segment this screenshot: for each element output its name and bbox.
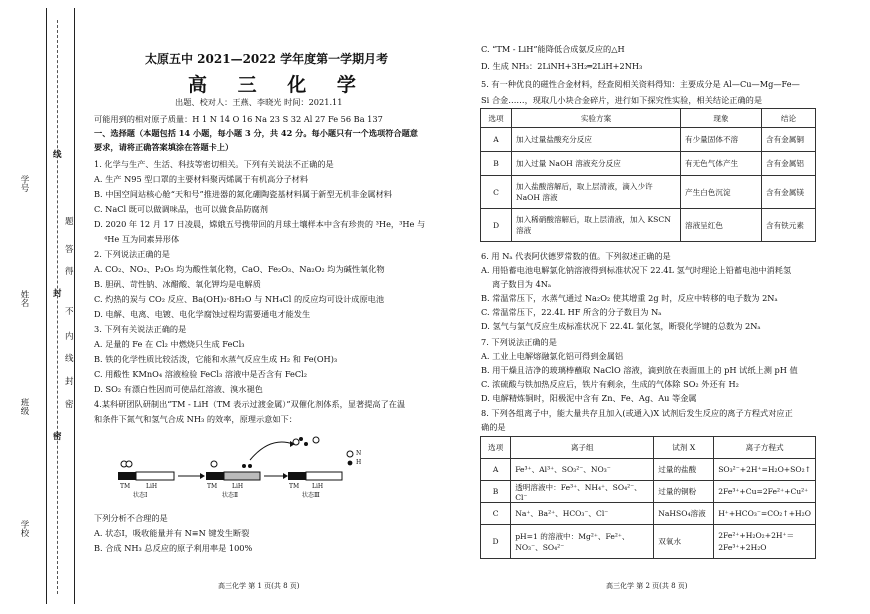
table-cell: Na⁺、Ba²⁺、HCO₃⁻、Cl⁻	[511, 503, 654, 525]
question-line: 4.某科研团队研制出“TM - LiH（TM 表示过渡金属）”双催化剂体系，显著提高了在温	[94, 399, 406, 409]
exam-meta: 出题、校对人：王燕、李晓光 时间：2021.11	[175, 97, 343, 107]
table-header: 结论	[762, 109, 816, 128]
fig-label-lih: LiH	[312, 483, 324, 490]
question-line: C. 浓硫酸与铁加热反应后，铁片有剩余，生成的气体除 SO₂ 外还有 H₂	[481, 379, 739, 389]
table-cell: 含有金属镁	[762, 176, 816, 209]
table-cell: 有无色气体产生	[681, 152, 762, 176]
table-cell: 加入过量 NaOH 溶液充分反应	[512, 152, 681, 176]
question-line: 3. 下列有关说法正确的是	[94, 324, 187, 334]
table-cell: 有少量固体不溶	[681, 128, 762, 152]
question-line: C. 用酸性 KMnO₄ 溶液检验 FeCl₃ 溶液中是否含有 FeCl₂	[94, 369, 308, 379]
question-line: A. 用铅蓄电池电解氯化钠溶液得到标准状况下 22.4L 氢气时理论上铅蓄电池中消耗氢	[481, 265, 792, 275]
fig-label-tm: TM	[289, 483, 300, 490]
seal-char-mi: 密	[53, 432, 62, 442]
table-cell: C	[481, 176, 512, 209]
seal-note-char: 密	[65, 400, 74, 410]
question-line: 7. 下列说法正确的是	[481, 337, 557, 347]
table-cell: D	[481, 525, 511, 559]
table-header: 离子组	[511, 437, 654, 459]
question-line: C. 灼热的炭与 CO₂ 反应、Ba(OH)₂·8H₂O 与 NH₄Cl 的反应均可设计成原电池	[94, 294, 385, 304]
table-cell: C	[481, 503, 511, 525]
ion-table	[480, 436, 816, 559]
question-line: 5. 有一种优良的磁性合金材料，经查阅相关资料得知：主要成分是 Al—Cu—Mg—Fe—	[481, 79, 800, 89]
table-cell: B	[481, 152, 512, 176]
question-line: 确的是	[481, 422, 506, 432]
experiment-table	[480, 108, 816, 242]
table-header: 选项	[481, 109, 512, 128]
question-line: Si 合金……，现取几小块合金碎片，进行如下探究性实验，相关结论正确的是	[481, 95, 763, 105]
question-line: D. 氢气与氯气反应生成标准状况下 22.4L 氯化氢，断裂化学键的总数为 2Nₐ	[481, 321, 761, 331]
seal-note-char: 得	[65, 267, 74, 277]
question-line: C. NaCl 既可以做调味品，也可以做食品防腐剂	[94, 204, 268, 214]
fig-label-tm: TM	[207, 483, 218, 490]
fig-label-state2: 状态Ⅱ	[222, 492, 239, 499]
catalyst-diagram	[110, 430, 370, 502]
table-cell: H⁺+HCO₃⁻=CO₂↑+H₂O	[714, 503, 816, 525]
atomic-masses: 可能用到的相对原子质量：H 1 N 14 O 16 Na 23 S 32 Al 27 Fe 56 Ba 137	[94, 114, 383, 124]
fig-label-state3: 状态Ⅲ	[302, 492, 320, 499]
binding-border-line-2	[74, 8, 75, 604]
table-header: 离子方程式	[714, 437, 816, 459]
question-line: A. CO₂、NO₂、P₂O₅ 均为酸性氧化物，CaO、Fe₂O₃、Na₂O₂ 均为碱性氧化物	[94, 264, 385, 274]
table-cell: 含有金属铜	[762, 128, 816, 152]
table-cell: B	[481, 481, 511, 503]
question-line: 6. 用 Nₐ 代表阿伏德罗常数的值。下列叙述正确的是	[481, 251, 671, 261]
question-line: ⁴He 互为同素异形体	[104, 234, 180, 244]
fig-label-lih: LiH	[232, 483, 244, 490]
question-line: D. 生成 NH₃：2LiNH+3H₂═2LiH+2NH₃	[481, 61, 643, 71]
table-cell: D	[481, 209, 512, 242]
question-line: 8. 下列各组离子中，能大量共存且加入(或通入)X 试剂后发生反应的离子方程式对应正	[481, 408, 793, 418]
question-line: D. 电解、电离、电镀、电化学腐蚀过程均需要通电才能发生	[94, 309, 311, 319]
seal-char-feng: 封	[53, 289, 62, 299]
seal-note-char: 线	[65, 354, 74, 364]
question-line: 和条件下氮气和氢气合成 NH₃ 的效率，原理示意如下：	[94, 414, 297, 424]
seal-note-char: 题	[65, 217, 74, 227]
question-line: B. 中国空间站核心舱“天和号”推进器的氮化硼陶瓷基材料属于新型无机非金属材料	[94, 189, 392, 199]
table-header: 现象	[681, 109, 762, 128]
table-cell: 过量的铜粉	[654, 481, 714, 503]
seal-note-char: 内	[65, 332, 74, 342]
table-cell: 加入过量盐酸充分反应	[512, 128, 681, 152]
table-cell: 产生白色沉淀	[681, 176, 762, 209]
seal-char-xian: 线	[53, 150, 62, 160]
question-line: A. 状态Ⅰ，吸收能量并有 N≡N 键发生断裂	[94, 528, 250, 538]
question-line: B. 合成 NH₃ 总反应的原子利用率是 100%	[94, 543, 253, 553]
seal-note-char: 答	[65, 245, 74, 255]
question-line: 离子数目为 4Nₐ	[492, 279, 552, 289]
table-cell: NaHSO₄溶液	[654, 503, 714, 525]
table-cell: 加入盐酸溶解后，取上层清液，滴入少许 NaOH 溶液	[512, 176, 681, 209]
seal-note-char: 封	[65, 377, 74, 387]
table-cell: 2Fe²⁺+H₂O₂+2H⁺＝ 2Fe³⁺+2H₂O	[714, 525, 816, 559]
binding-label-class: 班级	[19, 398, 29, 415]
table-header: 实验方案	[512, 109, 681, 128]
question-line: 下列分析不合理的是	[94, 513, 168, 523]
fig-label-lih: LiH	[146, 483, 158, 490]
table-cell: 溶液呈红色	[681, 209, 762, 242]
question-line: 1. 化学与生产、生活、科技等密切相关。下列有关说法不正确的是	[94, 159, 334, 169]
question-line: D. SO₂ 有漂白性因而可使品红溶液、溴水褪色	[94, 384, 263, 394]
seal-dashed-line	[57, 20, 58, 594]
section-heading: 一、选择题（本题包括 14 小题，每小题 3 分，共 42 分。每小题只有一个选项符合题意	[94, 128, 418, 138]
fig-label-state1: 状态Ⅰ	[133, 492, 148, 499]
question-line: D. 电解精炼铜时，阳极泥中含有 Zn、Fe、Ag、Au 等金属	[481, 393, 697, 403]
question-line: C. “TM - LiH”能降低合成氨反应的△H	[481, 44, 625, 54]
table-cell: pH=1 的溶液中：Mg²⁺、Fe²⁺、NO₃⁻、SO₄²⁻	[511, 525, 654, 559]
subject-title: 高 三 化 学	[188, 74, 368, 96]
binding-label-school: 学校	[19, 520, 29, 537]
table-cell: 加入稀硝酸溶解后，取上层清液，加入 KSCN 溶液	[512, 209, 681, 242]
table-cell: 含有铁元素	[762, 209, 816, 242]
question-line: B. 用干燥且洁净的玻璃棒蘸取 NaClO 溶液，滴到放在表面皿上的 pH 试纸上测 pH 值	[481, 365, 798, 375]
fig-legend-n: N	[356, 450, 362, 457]
question-line: A. 生产 N95 型口罩的主要材料聚丙烯属于有机高分子材料	[94, 174, 309, 184]
question-line: A. 足量的 Fe 在 Cl₂ 中燃烧只生成 FeCl₃	[94, 339, 245, 349]
table-cell: 过量的盐酸	[654, 459, 714, 481]
table-cell: Fe³⁺、Al³⁺、SO₃²⁻、NO₃⁻	[511, 459, 654, 481]
fig-legend-h: H	[356, 459, 362, 466]
seal-note-char: 不	[65, 307, 74, 317]
table-header: 试剂 X	[654, 437, 714, 459]
table-cell: 双氧水	[654, 525, 714, 559]
table-cell: SO₃²⁻+2H⁺=H₂O+SO₂↑	[714, 459, 816, 481]
question-line: 2. 下列说法正确的是	[94, 249, 170, 259]
exam-title: 太原五中 2021—2022 学年度第一学期月考	[145, 52, 389, 66]
question-line: B. 胆矾、苛性钠、冰醋酸、氧化钾均是电解质	[94, 279, 261, 289]
question-line: D. 2020 年 12 月 17 日凌晨，嫦娥五号携带回的月球土壤样本中含有珍贵的 ³He，³He 与	[94, 219, 426, 229]
table-cell: 含有金属铝	[762, 152, 816, 176]
table-cell: A	[481, 459, 511, 481]
question-line: B. 常温常压下，水蒸气通过 Na₂O₂ 使其增重 2g 时，反应中转移的电子数为 2Nₐ	[481, 293, 778, 303]
question-line: B. 铁的化学性质比较活泼，它能和水蒸气反应生成 H₂ 和 Fe(OH)₃	[94, 354, 338, 364]
table-cell: 透明溶液中：Fe³⁺、NH₄⁺、SO₄²⁻、Cl⁻	[511, 481, 654, 503]
page-footer: 高三化学 第 1 页(共 8 页)	[218, 582, 300, 590]
section-heading-cont: 要求，请将正确答案填涂在答题卡上）	[94, 142, 234, 152]
binding-label-student-id: 学号	[19, 175, 29, 192]
table-cell: 2Fe³⁺+Cu=2Fe²⁺+Cu²⁺	[714, 481, 816, 503]
table-cell: A	[481, 128, 512, 152]
fig-label-tm: TM	[120, 483, 131, 490]
table-header: 选项	[481, 437, 511, 459]
binding-label-name: 姓名	[19, 290, 29, 307]
page-footer: 高三化学 第 2 页(共 8 页)	[606, 582, 688, 590]
question-line: A. 工业上电解熔融氯化铝可得到金属铝	[481, 351, 624, 361]
binding-border-line	[46, 8, 47, 604]
question-line: C. 常温常压下，22.4L HF 所含的分子数目为 Nₐ	[481, 307, 662, 317]
